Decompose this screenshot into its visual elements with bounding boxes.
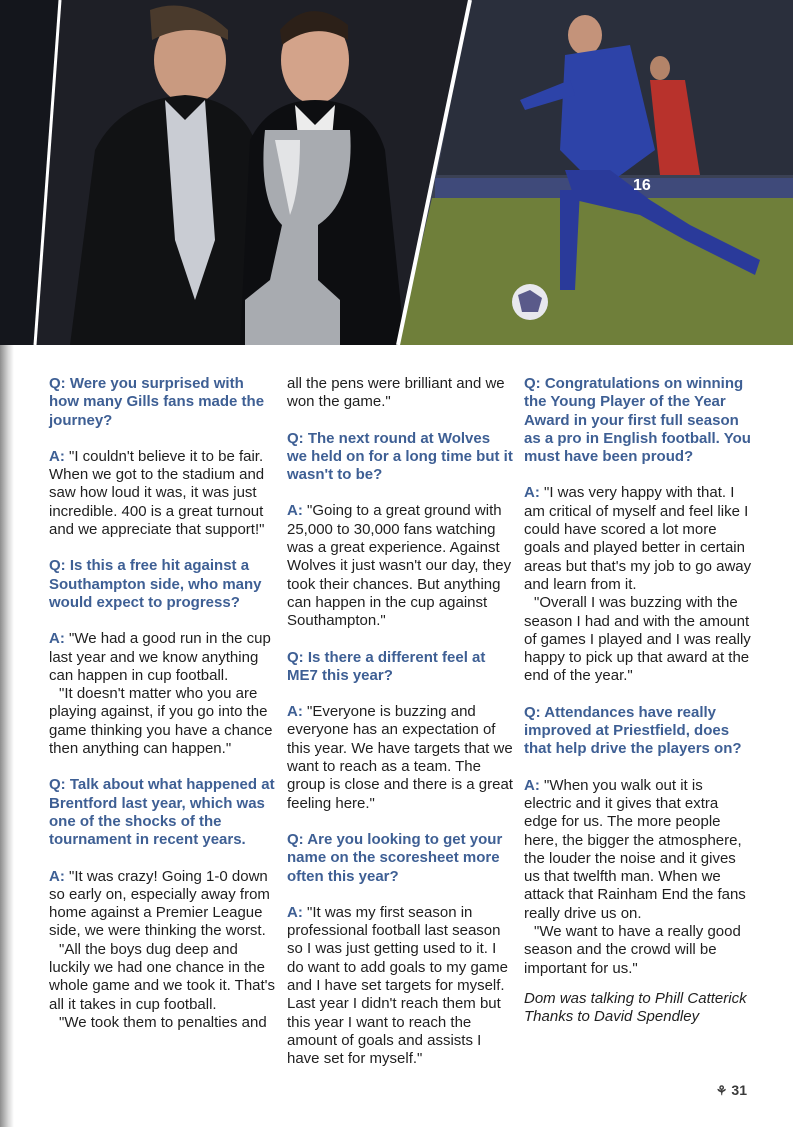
answer-1: A: "I couldn't believe it to be fair. When we got to the stadium and saw how loud it was, it was just incredible. 400 is a great turnout and we appreciate that support!" (49, 447, 265, 539)
club-logo-icon: ⚘ (715, 1083, 728, 1098)
page-number (716, 1082, 747, 1099)
answer-2-cont: "It doesn't matter who you are playing against, if you go into the game thinking you have a chance then anything can happen." (49, 685, 273, 758)
column-2 (287, 375, 513, 1087)
column-1 (49, 375, 277, 1032)
shirt-number: 16 (633, 177, 651, 194)
question-4: Q: The next round at Wolves we held on for a long time but it wasn't to be? (287, 429, 513, 484)
answer-6: A: "It was my first season in professional football last season so I was just getting used to it. I do want to add goals to my game and I have set targets for myself. Last year I didn't reach them but this year I want to reach the amount of goals and assists I have set for myself." (287, 903, 508, 1068)
question-1: Q: Were you surprised with how many Gills fans made the journey? (49, 375, 265, 429)
question-3: Q: Talk about what happened at Brentford last year, which was one of the shocks of the tournament in recent years. (49, 776, 275, 849)
answer-2: A: "We had a good run in the cup last year and we know anything can happen in cup football. (49, 630, 271, 684)
answer-4: A: "Going to a great ground with 25,000 to 30,000 fans watching was a great experience. Against Wolves it just wasn't our day, they took their chances. But anything can happen in the cup against Southampton." (287, 502, 512, 630)
credit-interviewer: Dom was talking to Phill Catterick (524, 989, 747, 1007)
photo-band (0, 0, 793, 345)
question-8: Q: Attendances have really improved at Priestfield, does that help drive the players on? (524, 703, 742, 758)
answer-5: A: "Everyone is buzzing and everyone has an expectation of this year. We have targets that we want to reach as a team. The group is close and there is a great feeling here." (287, 703, 513, 812)
question-2: Q: Is this a free hit against a Southampton side, who many would expect to progress? (49, 557, 262, 611)
answer-7: A: "I was very happy with that. I am critical of myself and feel like I could have scored a lot more goals and played better in certain areas but that's my job to go away and learn from it. (524, 484, 752, 593)
answer-3-end: all the pens were brilliant and we won the game." (287, 375, 505, 411)
answer-3-cont2: "We took them to penalties and (59, 1013, 267, 1031)
answer-3: A: "It was crazy! Going 1-0 down so early on, especially away from home against a Premier League side, we were thinking the worst. (49, 867, 270, 940)
answer-7-cont: "Overall I was buzzing with the season I had and with the amount of games I played and I was really happy to pick up that award at the end of the year." (524, 594, 751, 685)
question-7: Q: Congratulations on winning the Young Player of the Year Award in your first full season as a pro in English football. You must have been proud? (524, 375, 751, 466)
photo-collage (0, 0, 793, 345)
answer-8-cont: "We want to have a really good season and the crowd will be important for us." (524, 923, 741, 977)
pitch (398, 198, 793, 345)
question-5: Q: Is there a different feel at ME7 this year? (287, 648, 486, 684)
answer-8: A: "When you walk out it is electric and it gives that extra edge for us. The more people here, the bigger the atmosphere, the louder the noise and it gives us that twelfth man. When we attack that Rainham End the fans really drive us on. (524, 776, 746, 922)
column-3 (524, 375, 752, 1027)
answer-3-cont: "All the boys dug deep and luckily we had one chance in the whole game and we took it. That's all it takes in cup football. (49, 940, 276, 1013)
page-number-text: 31 (731, 1082, 747, 1098)
question-6: Q: Are you looking to get your name on the scoresheet more often this year? (287, 830, 503, 885)
credit-thanks: Thanks to David Spendley (524, 1008, 700, 1026)
